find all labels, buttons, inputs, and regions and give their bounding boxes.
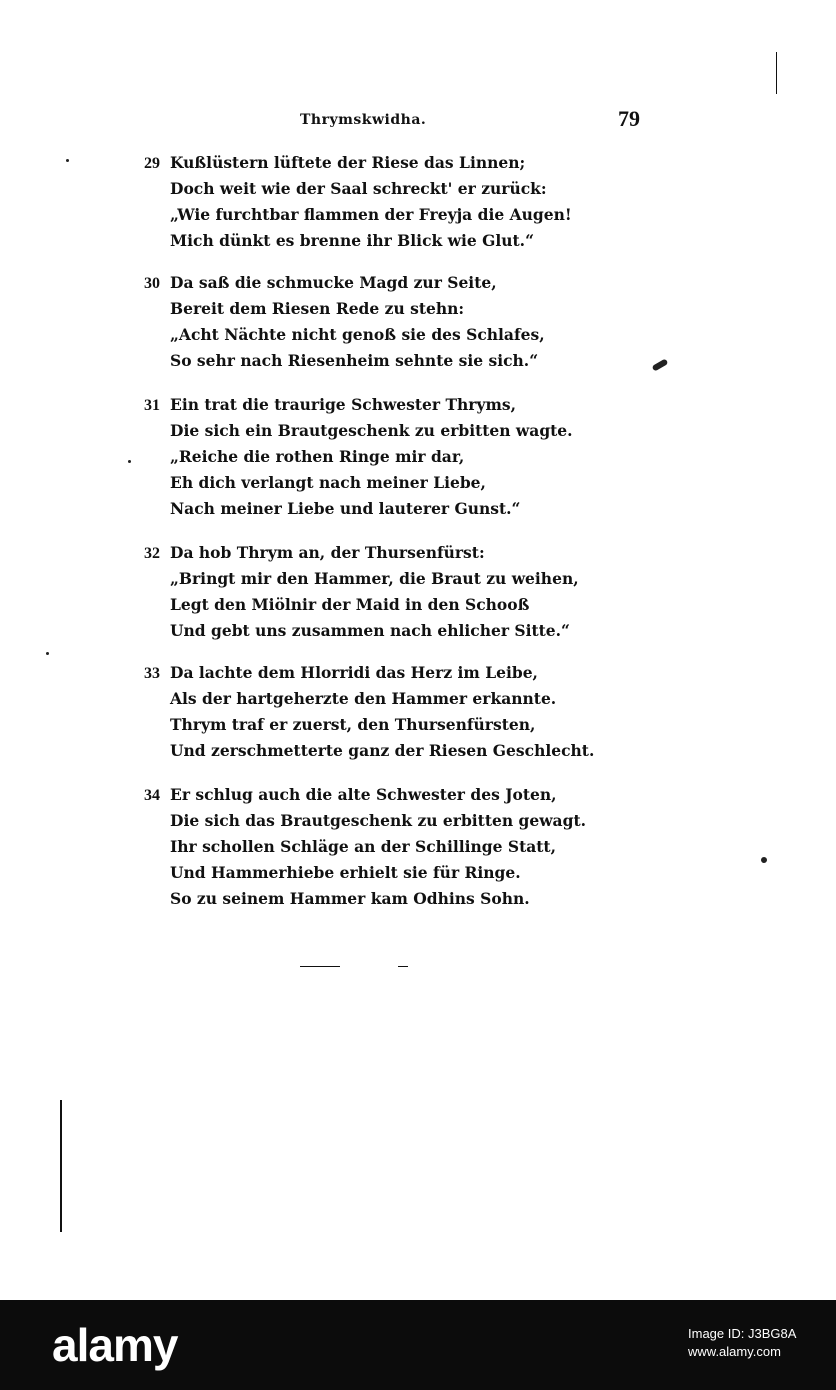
stanza-32 [144, 540, 579, 644]
stanza-33 [144, 660, 595, 764]
verse-line: Als der hartgeherzte den Hammer erkannte. [170, 689, 557, 708]
stanza-number: 30 [144, 275, 160, 292]
verse-line: „Wie furchtbar flammen der Freyja die Augen! [170, 205, 572, 224]
ink-speck [46, 652, 49, 655]
verse-line: Legt den Miölnir der Maid in den Schooß [170, 595, 530, 614]
verse-line: Nach meiner Liebe und lauterer Gunst.“ [170, 499, 521, 518]
ink-speck [66, 159, 69, 162]
ink-speck [761, 857, 767, 863]
running-head: Thrymskwidha. [300, 112, 427, 128]
stanza-number: 33 [144, 665, 160, 682]
scan-edge-line [60, 1100, 62, 1232]
verse-line: Mich dünkt es brenne ihr Blick wie Glut.“ [170, 231, 534, 250]
verse-line: 33 Da lachte dem Hlorridi das Herz im Leibe, [144, 660, 564, 686]
site-url: www.alamy.com [688, 1344, 781, 1359]
verse-line: 32 Da hob Thrym an, der Thursenfürst: [144, 540, 564, 566]
stanza-30 [144, 270, 564, 374]
stanza-number: 32 [144, 545, 160, 562]
stanza-31 [144, 392, 573, 522]
scan-edge-line [776, 52, 777, 94]
verse-line: 31 Ein trat die traurige Schwester Thryms, [144, 392, 564, 418]
verse-line: „Bringt mir den Hammer, die Braut zu weihen, [170, 569, 579, 588]
verse-line: Doch weit wie der Saal schreckt' er zurück: [170, 179, 547, 198]
verse-line: Thrym traf er zuerst, den Thursenfürsten, [170, 715, 536, 734]
watermark-footer [0, 1300, 836, 1390]
verse-line: Ihr schollen Schläge an der Schillinge Statt, [170, 837, 556, 856]
verse-line: 30 Da saß die schmucke Magd zur Seite, [144, 270, 564, 296]
verse-line: Eh dich verlangt nach meiner Liebe, [170, 473, 486, 492]
verse-line: „Acht Nächte nicht genoß sie des Schlafes, [170, 325, 545, 344]
image-id-label: Image ID: J3BG8A [688, 1326, 797, 1341]
stanza-number: 31 [144, 397, 160, 414]
stanza-number: 34 [144, 787, 160, 804]
verse-line: „Reiche die rothen Ringe mir dar, [170, 447, 465, 466]
verse-line: Und Hammerhiebe erhielt sie für Ringe. [170, 863, 521, 882]
end-rule [398, 966, 408, 967]
page-number: 79 [618, 106, 640, 131]
verse-line: 34 Er schlug auch die alte Schwester des Joten, [144, 782, 564, 808]
stanza-29 [144, 150, 572, 254]
verse-line: 29 Kußlüstern lüftete der Riese das Linnen; [144, 150, 564, 176]
ink-speck [128, 460, 131, 463]
verse-line: Die sich das Brautgeschenk zu erbitten gewagt. [170, 811, 586, 830]
verse-line: Bereit dem Riesen Rede zu stehn: [170, 299, 465, 318]
verse-line: Und gebt uns zusammen nach ehlicher Sitte.“ [170, 621, 570, 640]
end-rule [300, 966, 340, 967]
verse-line: Die sich ein Brautgeschenk zu erbitten wagte. [170, 421, 573, 440]
alamy-logo: alamy [52, 1319, 178, 1371]
verse-line: So sehr nach Riesenheim sehnte sie sich.“ [170, 351, 539, 370]
verse-line: So zu seinem Hammer kam Odhins Sohn. [170, 889, 530, 908]
ink-speck [652, 358, 669, 371]
verse-line: Und zerschmetterte ganz der Riesen Geschlecht. [170, 741, 595, 760]
stanza-number: 29 [144, 155, 160, 172]
stanza-34 [144, 782, 586, 912]
